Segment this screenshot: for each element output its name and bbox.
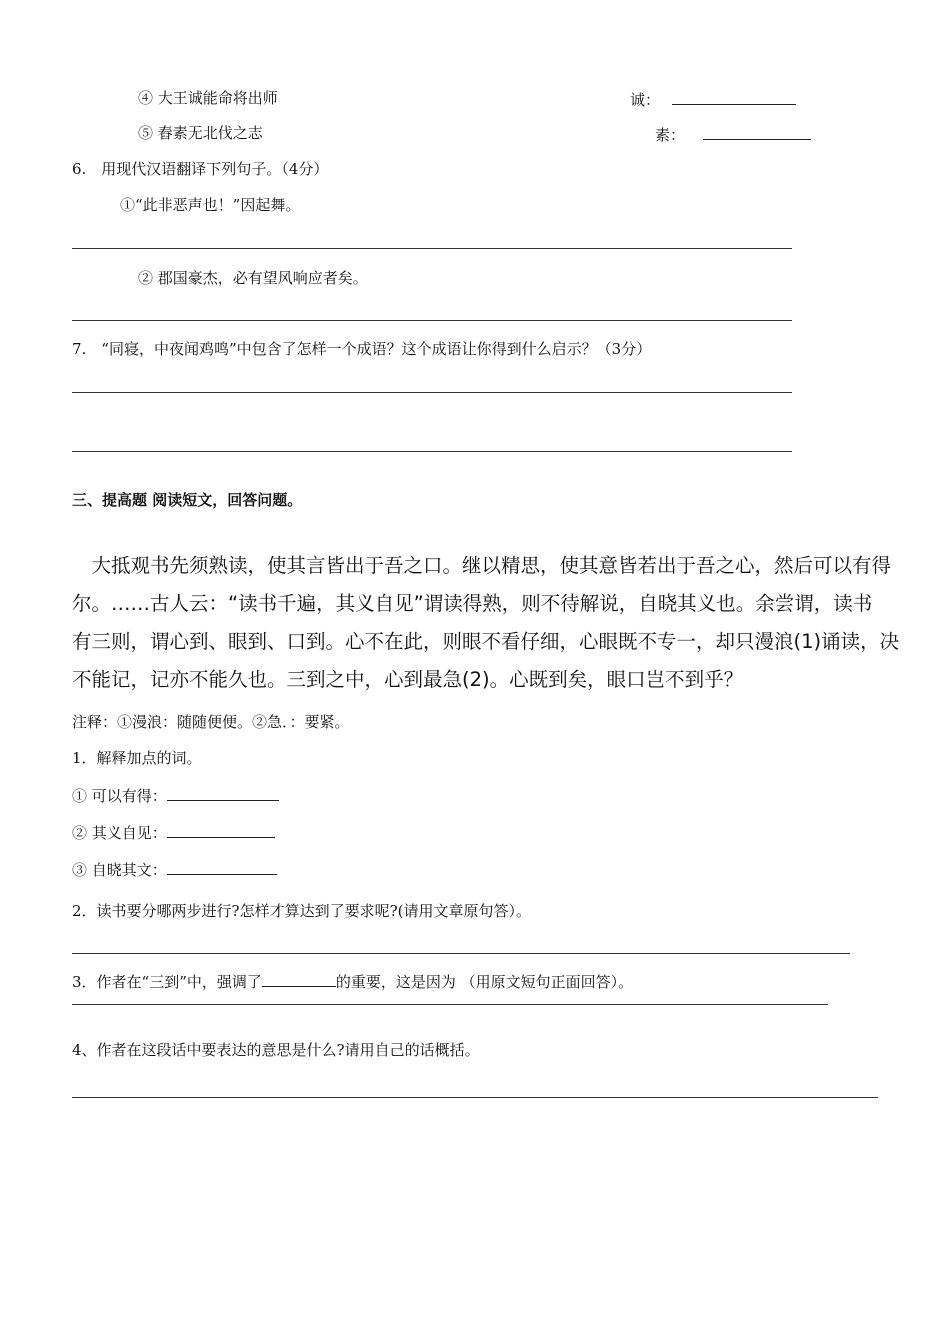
item-4-blank[interactable]	[672, 88, 796, 105]
q6-answer-line-2[interactable]	[72, 320, 792, 321]
q1-item-b	[72, 821, 275, 843]
q2-answer-line[interactable]	[72, 953, 850, 954]
item-4-answer	[630, 88, 796, 110]
q3-part-1: 3．作者在“三到”中，强调了	[72, 973, 262, 991]
passage-line: 不能记，记亦不能久也。三到之中，心到最急(2)。心既到矣，眼口岂不到乎？	[72, 668, 744, 691]
passage-line: 尔。……古人云：“读书千遍，其义自见”谓读得熟，则不待解说，自晓其义也。余尝谓，读书	[72, 592, 873, 615]
item-5-label: 素：	[655, 126, 686, 144]
q1-item-a-blank[interactable]	[167, 784, 279, 801]
passage	[72, 547, 900, 699]
passage-line: 有三则，谓心到、眼到、口到。心不在此，则眼不看仔细，心眼既不专一，却只漫浪(1)诵读，决	[72, 630, 900, 653]
item-5-answer	[655, 123, 811, 145]
q6-answer-line-1[interactable]	[72, 248, 792, 249]
q3-blank[interactable]	[262, 970, 336, 987]
item-5-blank[interactable]	[703, 123, 811, 140]
q1-item-b-blank[interactable]	[167, 821, 275, 838]
annotation-note: 注释：①漫浪：随随便便。②急．：要紧。	[72, 713, 350, 731]
q3-answer-line[interactable]	[72, 1004, 828, 1005]
item-5-text: ⑤ 舂素无北伐之志	[138, 124, 263, 142]
q1-item-c	[72, 858, 277, 880]
q1-item-c-label: ③ 自晓其文：	[72, 861, 167, 879]
q1-item-b-label: ② 其义自见：	[72, 824, 167, 842]
q3-prompt	[72, 970, 633, 992]
q6-sentence-1: ①“此非恶声也！”因起舞。	[120, 196, 301, 214]
q1-item-c-blank[interactable]	[167, 858, 277, 875]
q2-prompt: 2．读书要分哪两步进行?怎样才算达到了要求呢?(请用文章原句答）。	[72, 902, 531, 920]
q3-part-2: 的重要，这是因为 （用原文短句正面回答）。	[335, 973, 634, 991]
q1-item-a	[72, 784, 279, 806]
q1-item-a-label: ① 可以有得：	[72, 787, 167, 805]
q7-answer-line-1[interactable]	[72, 392, 792, 393]
passage-line: 大抵观书先须熟读，使其言皆出于吾之口。继以精思，使其意皆若出于吾之心，然后可以有得	[72, 554, 892, 577]
q7-prompt: 7. “同寝，中夜闻鸡鸣”中包含了怎样一个成语？这个成语让你得到什么启示？（3分）	[72, 340, 652, 358]
q6-prompt: 6. 用现代汉语翻译下列句子。（4分）	[72, 160, 329, 178]
q1-prompt: 1．解释加点的词。	[72, 749, 202, 767]
item-4-text: ④ 大王诚能命将出师	[138, 89, 278, 107]
item-4-label: 诚：	[630, 91, 661, 109]
q4-prompt: 4、作者在这段话中要表达的意思是什么?请用自己的话概括。	[72, 1041, 480, 1059]
q7-answer-line-2[interactable]	[72, 451, 792, 452]
q4-answer-line[interactable]	[72, 1097, 878, 1098]
section-3-heading: 三、提高题 阅读短文，回答问题。	[72, 491, 303, 509]
q6-sentence-2: ② 郡国豪杰，必有望风响应者矣。	[138, 269, 368, 287]
